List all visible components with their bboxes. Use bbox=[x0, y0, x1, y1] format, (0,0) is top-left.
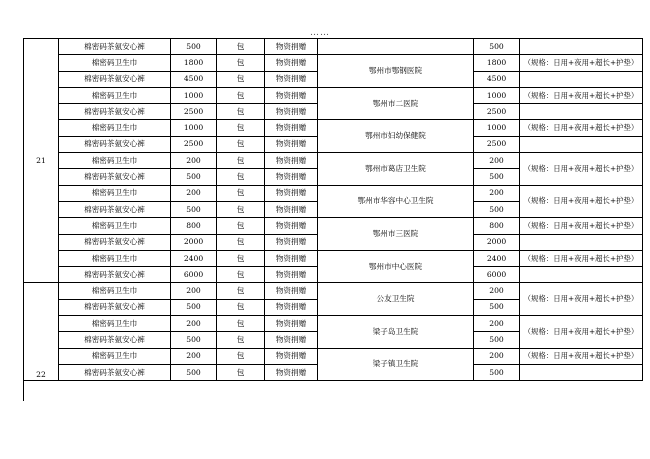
qty-cell: 200 bbox=[171, 316, 217, 332]
qty2-cell: 1000 bbox=[474, 87, 520, 103]
recipient-cell: 鄂州市三医院 bbox=[318, 218, 474, 251]
item-cell: 棉密码茶氨安心裤 bbox=[59, 234, 171, 250]
type-cell: 物资捐赠 bbox=[265, 234, 318, 250]
qty2-cell: 4500 bbox=[474, 71, 520, 87]
note-cell bbox=[520, 364, 643, 380]
item-cell: 棉密码茶氨安心裤 bbox=[59, 169, 171, 185]
recipient-cell: 鄂州市二医院 bbox=[318, 87, 474, 120]
qty2-cell: 500 bbox=[474, 332, 520, 348]
note-cell bbox=[520, 104, 643, 120]
qty-cell: 2500 bbox=[171, 104, 217, 120]
unit-cell: 包 bbox=[217, 153, 265, 169]
recipient-cell: 梁子岛卫生院 bbox=[318, 316, 474, 349]
qty-cell: 2500 bbox=[171, 136, 217, 152]
unit-cell: 包 bbox=[217, 283, 265, 299]
item-cell: 棉密码卫生巾 bbox=[59, 153, 171, 169]
item-cell: 棉密码茶氨安心裤 bbox=[59, 104, 171, 120]
table-row bbox=[24, 316, 643, 332]
qty2-cell: 2500 bbox=[474, 104, 520, 120]
table-row bbox=[24, 153, 643, 169]
type-cell: 物资捐赠 bbox=[265, 185, 318, 201]
item-cell: 棉密码茶氨安心裤 bbox=[59, 267, 171, 283]
type-cell: 物资捐赠 bbox=[265, 364, 318, 380]
item-cell: 棉密码卫生巾 bbox=[59, 283, 171, 299]
unit-cell: 包 bbox=[217, 120, 265, 136]
qty-cell: 500 bbox=[171, 299, 217, 315]
qty2-cell: 500 bbox=[474, 201, 520, 217]
unit-cell: 包 bbox=[217, 185, 265, 201]
type-cell: 物资捐赠 bbox=[265, 299, 318, 315]
type-cell: 物资捐赠 bbox=[265, 250, 318, 266]
note-cell bbox=[520, 234, 643, 250]
qty2-cell: 200 bbox=[474, 316, 520, 332]
table-row bbox=[24, 120, 643, 136]
table-row bbox=[24, 87, 643, 103]
qty-cell: 200 bbox=[171, 185, 217, 201]
item-cell: 棉密码卫生巾 bbox=[59, 120, 171, 136]
qty2-cell: 1800 bbox=[474, 55, 520, 71]
type-cell: 物资捐赠 bbox=[265, 348, 318, 364]
note-cell: （规格：日用+夜用+超长+护垫） bbox=[520, 218, 643, 234]
table-row bbox=[24, 39, 643, 55]
unit-cell: 包 bbox=[217, 104, 265, 120]
item-cell: 棉密码茶氨安心裤 bbox=[59, 71, 171, 87]
table-row bbox=[24, 283, 643, 299]
note-cell: （规格：日用+夜用+超长+护垫） bbox=[520, 87, 643, 103]
table-row bbox=[24, 55, 643, 71]
qty-cell: 200 bbox=[171, 283, 217, 299]
qty2-cell: 500 bbox=[474, 169, 520, 185]
note-cell: （规格：日用+夜用+超长+护垫） bbox=[520, 185, 643, 218]
type-cell: 物资捐赠 bbox=[265, 316, 318, 332]
item-cell: 棉密码茶氨安心裤 bbox=[59, 201, 171, 217]
note-cell bbox=[520, 71, 643, 87]
type-cell: 物资捐赠 bbox=[265, 267, 318, 283]
recipient-cell bbox=[318, 39, 474, 55]
qty-cell: 2400 bbox=[171, 250, 217, 266]
item-cell: 棉密码卫生巾 bbox=[59, 185, 171, 201]
note-cell bbox=[520, 39, 643, 55]
unit-cell: 包 bbox=[217, 348, 265, 364]
qty-cell: 200 bbox=[171, 348, 217, 364]
note-cell: （规格：日用+夜用+超长+护垫） bbox=[520, 283, 643, 316]
qty2-cell: 500 bbox=[474, 39, 520, 55]
qty-cell: 4500 bbox=[171, 71, 217, 87]
type-cell: 物资捐赠 bbox=[265, 55, 318, 71]
qty-cell: 6000 bbox=[171, 267, 217, 283]
note-cell: （规格：日用+夜用+超长+护垫） bbox=[520, 316, 643, 349]
unit-cell: 包 bbox=[217, 267, 265, 283]
qty2-cell: 2000 bbox=[474, 234, 520, 250]
qty-cell: 500 bbox=[171, 201, 217, 217]
qty-cell: 800 bbox=[171, 218, 217, 234]
note-cell: （规格：日用+夜用+超长+护垫） bbox=[520, 55, 643, 71]
type-cell: 物资捐赠 bbox=[265, 153, 318, 169]
item-cell: 棉密码卫生巾 bbox=[59, 55, 171, 71]
qty-cell: 500 bbox=[171, 332, 217, 348]
qty2-cell: 1000 bbox=[474, 120, 520, 136]
type-cell: 物资捐赠 bbox=[265, 283, 318, 299]
qty-cell: 1000 bbox=[171, 87, 217, 103]
group-number-cell: 22 bbox=[24, 283, 59, 381]
type-cell: 物资捐赠 bbox=[265, 169, 318, 185]
recipient-cell: 鄂州市华容中心卫生院 bbox=[318, 185, 474, 218]
note-cell: （规格：日用+夜用+超长+护垫） bbox=[520, 250, 643, 266]
qty2-cell: 200 bbox=[474, 283, 520, 299]
qty-cell: 500 bbox=[171, 39, 217, 55]
qty2-cell: 6000 bbox=[474, 267, 520, 283]
type-cell: 物资捐赠 bbox=[265, 332, 318, 348]
unit-cell: 包 bbox=[217, 332, 265, 348]
unit-cell: 包 bbox=[217, 169, 265, 185]
recipient-cell: 鄂州市鄂钢医院 bbox=[318, 55, 474, 88]
note-cell bbox=[520, 136, 643, 152]
note-cell: （规格：日用+夜用+超长+护垫） bbox=[520, 153, 643, 186]
qty2-cell: 200 bbox=[474, 185, 520, 201]
type-cell: 物资捐赠 bbox=[265, 201, 318, 217]
qty2-cell: 800 bbox=[474, 218, 520, 234]
item-cell: 棉密码卫生巾 bbox=[59, 87, 171, 103]
qty2-cell: 200 bbox=[474, 348, 520, 364]
qty-cell: 1000 bbox=[171, 120, 217, 136]
table-row bbox=[24, 348, 643, 364]
qty-cell: 2000 bbox=[171, 234, 217, 250]
group-number-cell: 21 bbox=[24, 39, 59, 283]
unit-cell: 包 bbox=[217, 234, 265, 250]
type-cell: 物资捐赠 bbox=[265, 71, 318, 87]
unit-cell: 包 bbox=[217, 87, 265, 103]
qty-cell: 500 bbox=[171, 364, 217, 380]
recipient-cell: 公友卫生院 bbox=[318, 283, 474, 316]
qty2-cell: 200 bbox=[474, 153, 520, 169]
item-cell: 棉密码茶氨安心裤 bbox=[59, 299, 171, 315]
table-row bbox=[24, 218, 643, 234]
qty-cell: 1800 bbox=[171, 55, 217, 71]
table-row bbox=[24, 185, 643, 201]
unit-cell: 包 bbox=[217, 201, 265, 217]
recipient-cell: 鄂州市中心医院 bbox=[318, 250, 474, 283]
item-cell: 棉密码茶氨安心裤 bbox=[59, 364, 171, 380]
table-row bbox=[24, 250, 643, 266]
unit-cell: 包 bbox=[217, 136, 265, 152]
unit-cell: 包 bbox=[217, 71, 265, 87]
qty-cell: 200 bbox=[171, 153, 217, 169]
unit-cell: 包 bbox=[217, 364, 265, 380]
item-cell: 棉密码卫生巾 bbox=[59, 348, 171, 364]
type-cell: 物资捐赠 bbox=[265, 120, 318, 136]
unit-cell: 包 bbox=[217, 250, 265, 266]
unit-cell: 包 bbox=[217, 299, 265, 315]
donation-table bbox=[23, 38, 643, 381]
unit-cell: 包 bbox=[217, 218, 265, 234]
type-cell: 物资捐赠 bbox=[265, 87, 318, 103]
note-cell: （规格：日用+夜用+超长+护垫） bbox=[520, 120, 643, 136]
item-cell: 棉密码茶氨安心裤 bbox=[59, 332, 171, 348]
type-cell: 物资捐赠 bbox=[265, 39, 318, 55]
qty2-cell: 500 bbox=[474, 364, 520, 380]
item-cell: 棉密码卫生巾 bbox=[59, 218, 171, 234]
qty2-cell: 500 bbox=[474, 299, 520, 315]
recipient-cell: 梁子镇卫生院 bbox=[318, 348, 474, 381]
note-cell: （规格：日用+夜用+超长+护垫） bbox=[520, 348, 643, 364]
item-cell: 棉密码卫生巾 bbox=[59, 250, 171, 266]
qty-cell: 500 bbox=[171, 169, 217, 185]
cut-off-header-text: …… bbox=[310, 28, 330, 38]
unit-cell: 包 bbox=[217, 55, 265, 71]
item-cell: 棉密码茶氨安心裤 bbox=[59, 136, 171, 152]
recipient-cell: 鄂州市葛店卫生院 bbox=[318, 153, 474, 186]
unit-cell: 包 bbox=[217, 316, 265, 332]
note-cell bbox=[520, 267, 643, 283]
recipient-cell: 鄂州市妇幼保健院 bbox=[318, 120, 474, 153]
item-cell: 棉密码茶氨安心裤 bbox=[59, 39, 171, 55]
type-cell: 物资捐赠 bbox=[265, 104, 318, 120]
item-cell: 棉密码卫生巾 bbox=[59, 316, 171, 332]
type-cell: 物资捐赠 bbox=[265, 136, 318, 152]
type-cell: 物资捐赠 bbox=[265, 218, 318, 234]
unit-cell: 包 bbox=[217, 39, 265, 55]
qty2-cell: 2400 bbox=[474, 250, 520, 266]
qty2-cell: 2500 bbox=[474, 136, 520, 152]
